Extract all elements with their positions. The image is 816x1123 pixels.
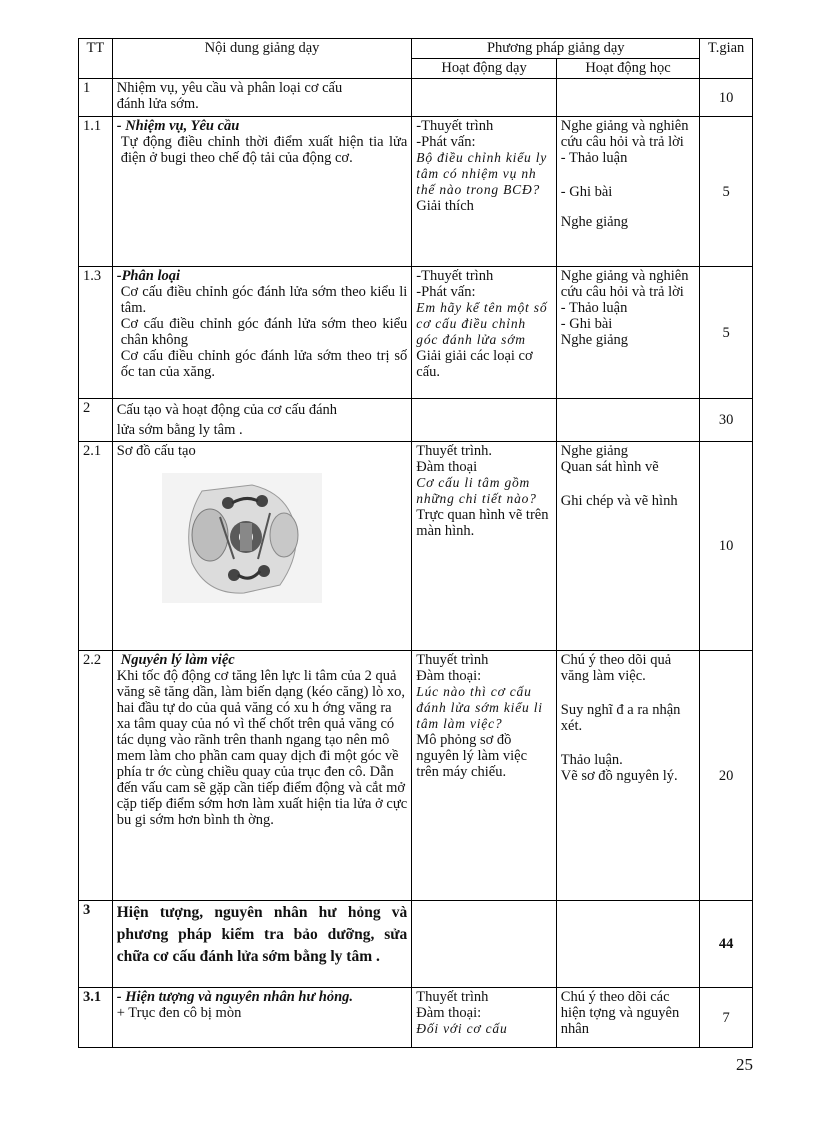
- page-number: 25: [736, 1055, 753, 1074]
- row-content: Sơ đồ cấu tạo: [112, 442, 412, 651]
- content-paragraph: Tự động điều chỉnh thời điểm xuất hiện tia lửa điện ở bugi theo chế độ tải của động cơ.: [120, 134, 408, 166]
- row-content: [112, 79, 412, 117]
- section-title: Nguyên lý làm việc: [120, 652, 235, 668]
- teaching-activity: Thuyết trình. Đàm thoại Cơ cấu li tâm gồm những chi tiết nào? Trực quan hình vẽ trên màn hình.: [412, 442, 557, 651]
- row-time: 7: [700, 988, 753, 1048]
- table-row: [79, 399, 753, 442]
- learning-activity: Nghe giảng và nghiên cứu câu hỏi và trả lời - Thảo luận - Ghi bài Nghe giảng: [556, 117, 699, 267]
- table-row: [79, 442, 753, 651]
- row-number: 2.2: [79, 651, 113, 901]
- header-tgian: T.gian: [700, 39, 753, 79]
- row-time: 20: [700, 651, 753, 901]
- learning-activity: Chú ý theo dõi các hiện tợng và nguyên nhân: [556, 988, 699, 1048]
- content-line: đánh lửa sớm.: [116, 96, 199, 112]
- content-paragraph: Khi tốc độ động cơ tăng lên lực li tâm của 2 quả văng sẽ tăng dần, làm biến dạng (kéo căng) lò xo, hai đầu tự do của quả văng có xu h ớng văng ra xa tâm quay của nó vì thế chốt trên quả văng có tác dụng vào rãnh trên thanh ngang tạo nên mô mem làm cho phần cam quay dịch đi một góc về phía tr ớc cùng chiều quay của trục đen cô. Dẫn đến vấu cam sẽ gặp cần tiếp điểm động và cắt mở cặp tiếp điểm sớm hơn làm xuất hiện tia lửa ở cực bu gi sớm hơn bình th ờng.: [116, 668, 408, 828]
- row-number: 1.1: [79, 117, 113, 267]
- header-phuong-phap: Phương pháp giảng dạy: [412, 39, 700, 59]
- row-number: 3.1: [79, 988, 113, 1048]
- row-number: 2: [79, 399, 113, 442]
- header-hoat-dong-day: Hoạt động dạy: [412, 59, 557, 79]
- header-tt: TT: [79, 39, 113, 79]
- row-time: 30: [700, 399, 753, 442]
- learning-activity: Chú ý theo dõi quả văng làm việc. Suy nghĩ đ a ra nhận xét. Thảo luận. Vẽ sơ đồ nguyên lý.: [556, 651, 699, 901]
- question-text: Bộ điều chỉnh kiểu ly tâm có nhiệm vụ nh thế nào trong BCĐ?: [416, 150, 548, 197]
- row-time: 10: [700, 79, 753, 117]
- row-content: - Hiện tượng và nguyên nhân hư hỏng. + Trục đen cô bị mòn: [112, 988, 412, 1048]
- content-line: Nhiệm vụ, yêu cầu và phân loại cơ cấu: [116, 80, 343, 96]
- row-number: 1.3: [79, 267, 113, 399]
- header-hoat-dong-hoc: Hoạt động học: [556, 59, 699, 79]
- lesson-plan-table: [78, 38, 753, 1048]
- teaching-activity: -Thuyết trình -Phát vấn: Bộ điều chỉnh kiểu ly tâm có nhiệm vụ nh thế nào trong BCĐ? Giải thích: [412, 117, 557, 267]
- question-text: Em hãy kể tên một số cơ cấu điều chỉnh góc đánh lửa sớm: [416, 300, 548, 347]
- table-row: [79, 901, 753, 988]
- row-content: [112, 651, 412, 901]
- header-noi-dung: Nội dung giảng dạy: [112, 39, 412, 79]
- section-title: -Phân loại: [116, 268, 180, 284]
- table-row: [79, 117, 753, 267]
- table-row: [79, 651, 753, 901]
- question-text: Cơ cấu li tâm gồm những chi tiết nào?: [416, 475, 537, 506]
- row-content: Cấu tạo và hoạt động của cơ cấu đánh lửa sớm bằng ly tâm .: [112, 399, 412, 442]
- row-time: 44: [700, 901, 753, 988]
- row-content: Hiện tượng, nguyên nhân hư hỏng và phương pháp kiểm tra bảo dưỡng, sửa chữa cơ cấu đánh lửa sớm bằng ly tâm .: [112, 901, 412, 988]
- table-row: [79, 79, 753, 117]
- row-number: 1: [79, 79, 113, 117]
- table-row: [79, 267, 753, 399]
- row-number: 3: [79, 901, 113, 988]
- row-content: -Phân loại Cơ cấu điều chỉnh góc đánh lửa sớm theo kiểu li tâm. Cơ cấu điều chỉnh góc đánh lửa sớm theo kiểu chân không Cơ cấu điều chỉnh góc đánh lửa sớm theo trị số ốc tan của xăng.: [112, 267, 412, 399]
- centrifugal-advance-mechanism-image: [162, 473, 322, 603]
- section-title: - Nhiệm vụ, Yêu cầu: [116, 118, 240, 134]
- teaching-activity: -Thuyết trình -Phát vấn: Em hãy kể tên một số cơ cấu điều chỉnh góc đánh lửa sớm Giải giải các loại cơ cấu.: [412, 267, 557, 399]
- row-content: [112, 117, 412, 267]
- row-time: 5: [700, 267, 753, 399]
- table-row: [79, 988, 753, 1048]
- teaching-activity: Thuyết trình Đàm thoại: Lúc nào thì cơ cấu đánh lửa sớm kiểu li tâm làm việc? Mô phỏng sơ đồ nguyên lý làm việc trên máy chiếu.: [412, 651, 557, 901]
- question-text: Lúc nào thì cơ cấu đánh lửa sớm kiểu li tâm làm việc?: [416, 684, 543, 731]
- section-title: - Hiện tượng và nguyên nhân hư hỏng.: [116, 989, 354, 1005]
- row-time: 10: [700, 442, 753, 651]
- teaching-activity: Thuyết trình Đàm thoại: Đối với cơ cấu: [412, 988, 557, 1048]
- learning-activity: Nghe giảng Quan sát hình vẽ Ghi chép và vẽ hình: [556, 442, 699, 651]
- learning-activity: Nghe giảng và nghiên cứu câu hỏi và trả lời - Thảo luận - Ghi bài Nghe giảng: [556, 267, 699, 399]
- row-number: 2.1: [79, 442, 113, 651]
- question-text: Đối với cơ cấu: [416, 1021, 508, 1036]
- row-time: 5: [700, 117, 753, 267]
